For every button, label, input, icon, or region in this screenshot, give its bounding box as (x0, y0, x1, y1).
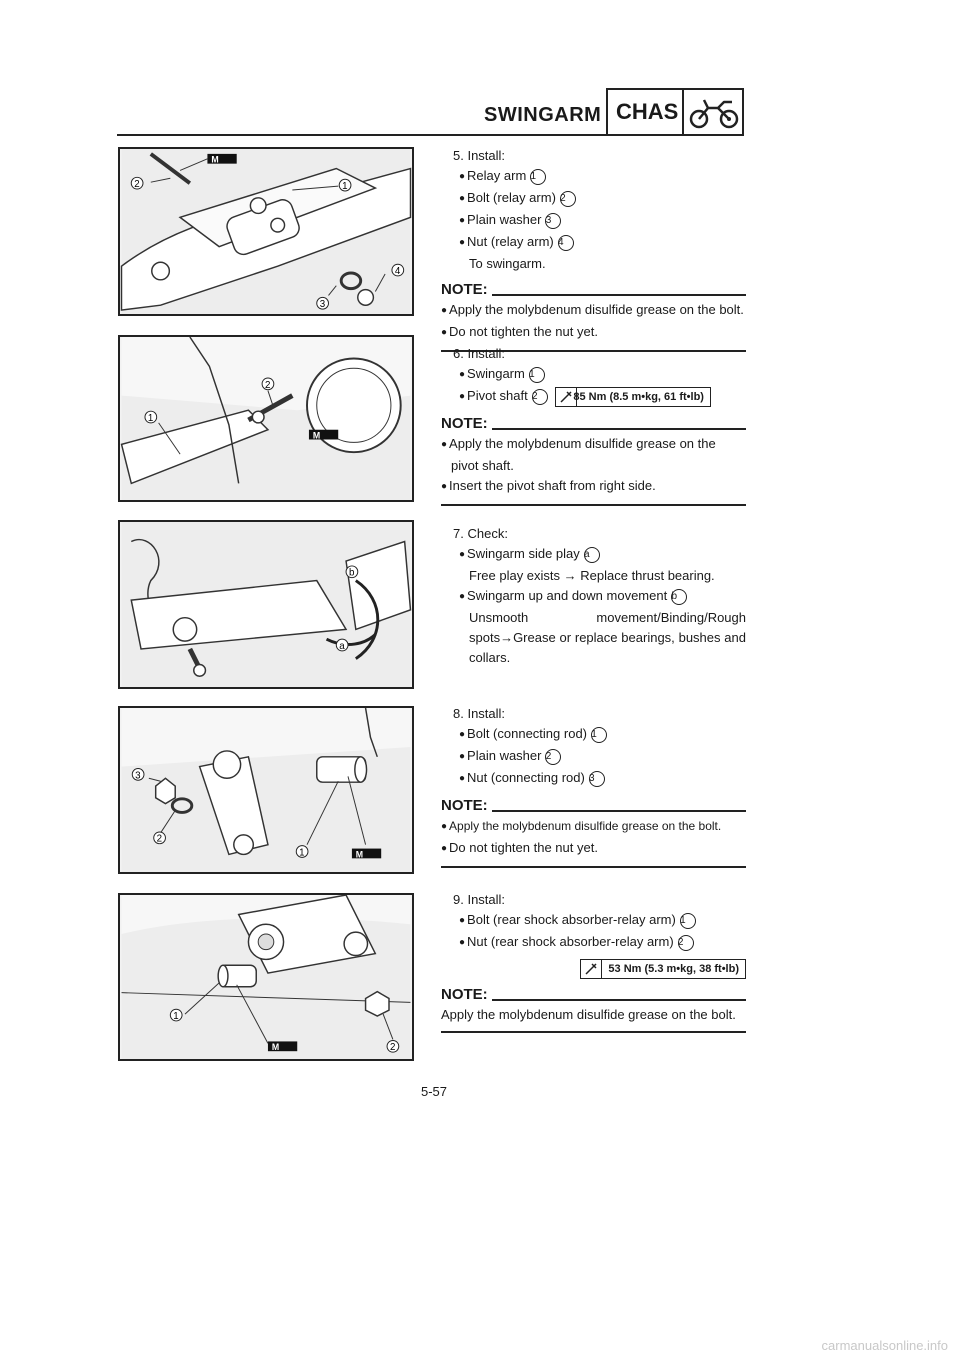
step-action: Check: (467, 526, 508, 541)
svg-text:2: 2 (265, 379, 271, 391)
step-number: 5. (453, 148, 464, 163)
svg-text:2: 2 (156, 833, 163, 845)
list-item: ● Plain washer 2 (441, 746, 746, 768)
torque-spec: 53 Nm (5.3 m•kg, 38 ft•lb) (580, 959, 746, 979)
svg-text:1: 1 (147, 412, 154, 424)
list-item: ● Swingarm side play a (441, 544, 746, 566)
step-number: 7. (453, 526, 464, 541)
svg-text:3: 3 (135, 770, 141, 782)
callout-marker: 1 (530, 169, 546, 185)
step-9 (441, 890, 746, 1033)
svg-text:a: a (339, 640, 345, 652)
grease-mark: M (271, 1042, 280, 1053)
motorcycle-icon (688, 94, 740, 132)
note-end-rule (441, 866, 746, 868)
step-action: Install: (467, 706, 506, 721)
figure-connecting-rod-install (118, 706, 414, 874)
step-tail: To swingarm. (469, 256, 546, 271)
callout-marker: 1 (680, 913, 696, 929)
list-item: ● Relay arm 1 (441, 166, 746, 188)
step-8 (441, 704, 746, 868)
check-detail: Free play exists → Replace thrust bearing. (469, 568, 715, 583)
list-item: ● Bolt (connecting rod) 1 (441, 724, 746, 746)
callout-marker: 4 (558, 235, 574, 251)
svg-text:3: 3 (319, 299, 326, 311)
callout-marker: 3 (545, 213, 561, 229)
list-item: ● Bolt (rear shock absorber-relay arm) 1 (441, 910, 746, 932)
note-header: NOTE: (441, 985, 746, 1005)
step-7 (441, 524, 746, 668)
svg-text:1: 1 (173, 1010, 179, 1022)
note-end-rule (441, 1031, 746, 1033)
callout-marker: 1 (591, 727, 607, 743)
list-item: ● Nut (connecting rod) 3 (441, 768, 746, 790)
note-header: NOTE: (441, 414, 746, 434)
list-item: ● Plain washer 3 (441, 210, 746, 232)
step-action: Install: (467, 346, 506, 361)
wrench-icon (581, 960, 602, 978)
svg-text:2: 2 (389, 1042, 396, 1054)
note-end-rule (441, 504, 746, 506)
callout-marker: a (584, 547, 600, 563)
callout-marker: 2 (678, 935, 694, 951)
figure-swingarm-pivot-shaft (118, 335, 414, 502)
grease-mark: M (355, 849, 364, 860)
note-header: NOTE: (441, 796, 746, 816)
list-item: ● Pivot shaft 2 85 Nm (8.5 m•kg, 61 ft•lb) (441, 386, 746, 408)
figure-rear-shock-bolt-install (118, 893, 414, 1061)
step-6 (441, 344, 746, 506)
figure-relay-arm-install (118, 147, 414, 316)
step-action: Install: (467, 892, 506, 907)
step-number: 9. (453, 892, 464, 907)
list-item: ● Swingarm 1 (441, 364, 746, 386)
step-number: 6. (453, 346, 464, 361)
section-badge-divider (682, 90, 684, 136)
section-code: CHAS (616, 99, 679, 124)
svg-text:2: 2 (134, 179, 140, 191)
list-item: ● Nut (rear shock absorber-relay arm) 2 (441, 932, 746, 954)
callout-marker: 3 (589, 771, 605, 787)
note-item: ● Do not tighten the nut yet. (441, 838, 746, 860)
callout-marker: 2 (545, 749, 561, 765)
header-rule (117, 134, 607, 136)
svg-text:1: 1 (342, 181, 348, 193)
list-item: ● Bolt (relay arm) 2 (441, 188, 746, 210)
figure-swingarm-check (118, 520, 414, 689)
callout-marker: 2 (532, 389, 548, 405)
step-number: 8. (453, 706, 464, 721)
note-text: Apply the molybdenum disulfide grease on the bolt. (441, 1006, 736, 1022)
callout-marker: b (671, 589, 687, 605)
step-5 (441, 146, 746, 352)
note-item: ● Apply the molybdenum disulfide grease on the bolt. (441, 300, 746, 322)
note-item: ● Apply the molybdenum disulfide grease on the bolt. (441, 816, 746, 838)
torque-spec: 85 Nm (8.5 m•kg, 61 ft•lb) (555, 387, 711, 407)
grease-mark: M (312, 430, 321, 441)
step-action: Install: (467, 148, 506, 163)
list-item: ● Nut (relay arm) 4 (441, 232, 746, 254)
check-detail: Unsmooth movement/Binding/Rough spots→Grease or replace bearings, bushes and collars. (469, 610, 746, 665)
note-item: ● Do not tighten the nut yet. (441, 322, 746, 344)
note-header: NOTE: (441, 280, 746, 300)
svg-text:4: 4 (394, 265, 401, 277)
callout-marker: 1 (529, 367, 545, 383)
list-item: ● Swingarm up and down movement b (441, 586, 746, 608)
page-title: SWINGARM (484, 104, 602, 126)
watermark: carmanualsonline.info (821, 1338, 948, 1353)
callout-marker: 2 (560, 191, 576, 207)
grease-mark: M (211, 154, 219, 165)
note-item: ● Apply the molybdenum disulfide grease on the pivot shaft. (441, 434, 746, 476)
page-number: 5-57 (420, 1084, 448, 1099)
svg-text:1: 1 (299, 847, 305, 859)
svg-text:b: b (348, 567, 355, 579)
section-badge (606, 88, 744, 136)
note-item: ● Insert the pivot shaft from right side. (441, 476, 746, 498)
